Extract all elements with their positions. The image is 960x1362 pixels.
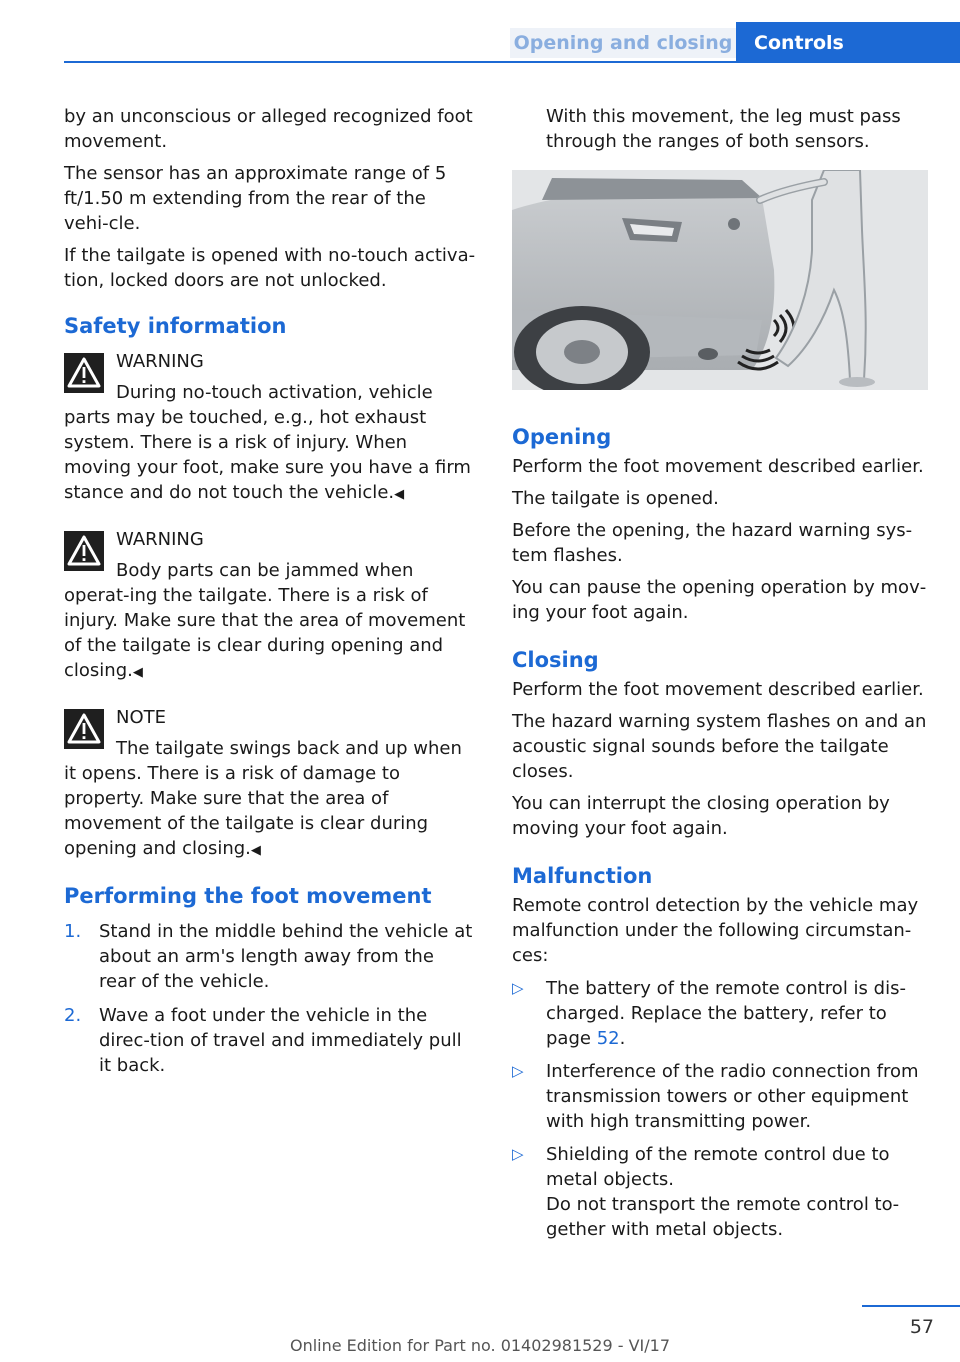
list-item (512, 1059, 928, 1134)
end-mark: ◀ (132, 665, 143, 680)
paragraph: The hazard warning system flashes on and an acoustic signal sounds before the tailgate closes. (512, 711, 927, 782)
malfunction-heading: Malfunction (512, 864, 653, 888)
paragraph: You can pause the opening operation by mov‐ing your foot again. (512, 577, 927, 623)
header-chapter-tab: Controls (736, 22, 960, 62)
safety-heading: Safety information (64, 314, 287, 338)
warning-title: WARNING (116, 351, 204, 372)
paragraph: Perform the foot movement described earlier. (512, 456, 924, 477)
paragraph: The tailgate is opened. (512, 488, 719, 509)
bullet-arrow-icon: ▷ (512, 1145, 524, 1163)
note-block (64, 705, 476, 863)
header-section-title: Opening and closing (510, 28, 736, 58)
page-link[interactable]: 52 (596, 1028, 620, 1049)
warning-triangle-icon (64, 709, 104, 749)
warning-block (64, 349, 476, 507)
foot-movement-illustration (512, 170, 928, 390)
bullet-arrow-icon: ▷ (512, 1062, 524, 1080)
opening-heading: Opening (512, 425, 612, 449)
step-text: Stand in the middle behind the vehicle at about an arm's length away from the rear of the vehicle. (99, 921, 473, 992)
page-number-rule (862, 1305, 960, 1307)
warning-triangle-icon (64, 353, 104, 393)
warning-title: WARNING (116, 529, 204, 550)
note-body: The tailgate swings back and up when it opens. There is a risk of damage to property. Make sure that the area of movement of the tailgate is clear during opening and closing. (64, 738, 462, 859)
warning-body: During no-touch activation, vehicle parts may be touched, e.g., hot exhaust system. There is a risk of injury. When moving your foot, make sure you have a firm stance and do not touch the vehicle. (64, 382, 471, 503)
bullet-text-end: . (619, 1028, 626, 1049)
bullet-text: Shielding of the remote control due to metal objects. (546, 1144, 890, 1190)
list-item (512, 1142, 928, 1242)
paragraph: You can interrupt the closing operation by moving your foot again. (512, 793, 890, 839)
list-item (512, 976, 928, 1051)
warning-block (64, 527, 476, 685)
end-mark: ◀ (394, 487, 405, 502)
page-number: 57 (909, 1316, 934, 1338)
paragraph: Perform the foot movement described earlier. (512, 679, 924, 700)
foot-movement-heading: Performing the foot movement (64, 884, 432, 908)
step-number: 1. (64, 921, 82, 942)
closing-heading: Closing (512, 648, 599, 672)
paragraph: If the tailgate is opened with no-touch activa‐tion, locked doors are not unlocked. (64, 245, 476, 291)
right-column (512, 104, 928, 1250)
paragraph: Remote control detection by the vehicle may malfunction under the following circumstan‐ces: (512, 895, 919, 966)
list-item (64, 919, 476, 994)
steps-list (64, 919, 476, 1078)
warning-body: Body parts can be jammed when operat‐ing the tailgate. There is a risk of injury. Make sure that the area of movement of the tailgate is clear during opening and closing. (64, 560, 466, 681)
paragraph: With this movement, the leg must pass through the ranges of both sensors. (546, 106, 901, 152)
end-mark: ◀ (250, 843, 261, 858)
paragraph: Before the opening, the hazard warning sys‐tem flashes. (512, 520, 913, 566)
paragraph: The sensor has an approximate range of 5 ft/1.50 m extending from the rear of the vehi‐cle. (64, 163, 447, 234)
bullet-text: The battery of the remote control is dis‐charged. Replace the battery, refer to page (546, 978, 906, 1049)
paragraph: by an unconscious or alleged recognized foot movement. (64, 106, 473, 152)
left-column (64, 104, 476, 1087)
step-text: Wave a foot under the vehicle in the direc‐tion of travel and immediately pull it back. (99, 1005, 462, 1076)
list-item (64, 1003, 476, 1078)
malfunction-list (512, 976, 928, 1242)
footer-edition: Online Edition for Part no. 01402981529 - VI/17 (289, 1336, 671, 1355)
note-title: NOTE (116, 707, 167, 728)
bullet-subparagraph: Do not transport the remote control to‐gether with metal objects. (546, 1194, 900, 1240)
warning-triangle-icon (64, 531, 104, 571)
header-rule (64, 61, 960, 63)
bullet-text: Interference of the radio connection from transmission towers or other equipment with high transmitting power. (546, 1061, 919, 1132)
step-number: 2. (64, 1005, 82, 1026)
bullet-arrow-icon: ▷ (512, 979, 524, 997)
